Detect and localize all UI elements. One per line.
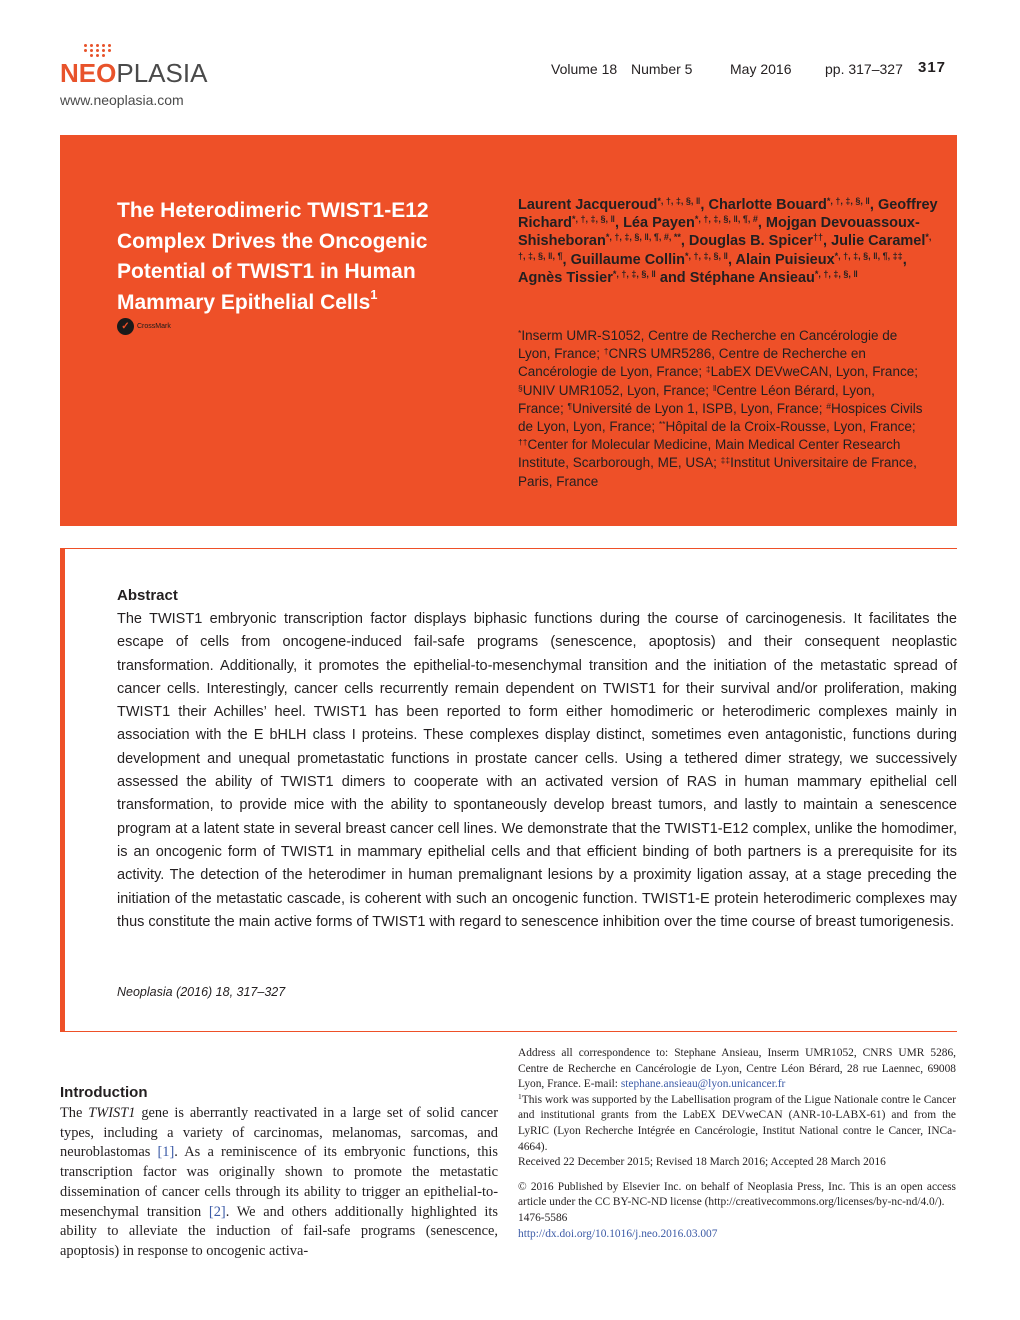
affiliation-text: Centre Léon Bérard, Lyon, France; (518, 382, 875, 416)
author-name: Julie Caramel (831, 233, 926, 250)
author-separator: , (869, 197, 878, 213)
affiliation (568, 401, 827, 416)
correspondence-email-link[interactable]: stephane.ansieau@lyon.unicancer.fr (620, 1078, 786, 1091)
article-title: The Heterodimeric TWIST1-E12 Complex Drives the Oncogenic Potential of TWIST1 in Human Mammary Epithelial Cells$^1$ (117, 199, 429, 314)
issn: 1476-5586 (518, 1211, 568, 1224)
affiliation-text: Hospices Civils de Lyon, Lyon, France; (518, 400, 923, 435)
author-name: Alain Puisieux (735, 251, 835, 268)
page-number: 317 (918, 59, 947, 76)
author-name: Charlotte Bouard (708, 197, 827, 213)
article-citation: Neoplasia (2016) 18, 317–327 (117, 985, 286, 999)
reference-link-2[interactable]: [2] (208, 1203, 226, 1220)
affiliation-mark: ‖ (712, 382, 717, 393)
logo-wordmark: NEOPLASIA (60, 58, 208, 88)
author-affiliation-marks: *, †, ‡, §, ‖ (814, 268, 858, 279)
author-name: Laurent Jacqueroud (518, 197, 658, 213)
author-name: Douglas B. Spicer (688, 233, 814, 250)
author-affiliation-marks: *, †, ‡, §, ‖, ¶, # (694, 214, 758, 225)
funding-note: $^1$This work was supported by the Labellisation program of the Ligue Nationale contre le Cancer and institutional grants from the LabEX DEVweCAN (ANR-10-LABX-61) and from the LyRIC (Lyon Recherche Intégrée en Cancérologie, Institut National contre le Cancer, INCa-4664). (518, 1091, 956, 1153)
issue-number: Number 5 (631, 61, 693, 77)
author[interactable] (518, 270, 690, 286)
affiliation-mark: ‡‡ (720, 455, 731, 466)
author-separator: , (680, 233, 689, 250)
author-affiliation-marks: *, †, ‡, §, ‖ (684, 250, 728, 261)
author-affiliation-marks: *, †, ‡, §, ‖ (572, 214, 616, 225)
doi-link[interactable]: http://dx.doi.org/10.1016/j.neo.2016.03.007 (518, 1227, 718, 1240)
author-separator: , (728, 251, 736, 268)
affiliation-text: UNIV UMR1052, Lyon, France; (522, 382, 713, 398)
author-name: Léa Payen (623, 215, 695, 232)
author-affiliation-marks: *, †, ‡, §, ‖, ¶, ‡‡ (834, 250, 903, 261)
author-list (518, 196, 938, 287)
page-range: pp. 317–327 (825, 61, 903, 77)
affiliation-mark: † (603, 346, 609, 357)
author[interactable] (736, 252, 907, 268)
author[interactable] (708, 197, 878, 213)
affiliation-text: LabEX DEVweCAN, Lyon, France; (710, 364, 918, 380)
affiliation-mark: ** (658, 419, 666, 430)
crossmark-badge[interactable] (117, 318, 171, 335)
issue-date: May 2016 (730, 61, 792, 77)
title-footnote-mark: 1 (370, 286, 378, 302)
author-affiliation-marks: *, †, ‡, §, ‖ (826, 196, 870, 206)
author-separator: , (562, 251, 571, 268)
author-name: Stéphane Ansieau (689, 269, 815, 286)
affiliation-mark: ¶ (567, 400, 573, 411)
affiliation-text: Hôpital de la Croix-Rousse, Lyon, France; (665, 419, 916, 435)
affiliation (518, 383, 713, 398)
author-affiliation-marks: *, †, ‡, §, ‖ (657, 196, 701, 206)
author[interactable] (571, 252, 736, 268)
affiliation-text: Inserm UMR-S1052, Centre de Recherche en Cancérologie de Lyon, France; (518, 328, 898, 362)
correspondence-note: Address all correspondence to: Stephane Ansieau, Inserm UMR1052, CNRS UMR 5286, Centre de Recherche en Cancérologie de Lyon, Centre Léon Bérard, 28 rue Laennec, 69008 Lyon, France. E-mail: stephane.ansieau@lyon.unicancer.fr (518, 1047, 956, 1091)
author-name: Geoffrey Richard (518, 197, 938, 232)
gene-name: TWIST1 (88, 1105, 136, 1121)
copyright-notice: © 2016 Published by Elsevier Inc. on behalf of Neoplasia Press, Inc. This is an open access article under the CC BY-NC-ND license (http://creativecommons.org/licenses/by-nc-nd/4.0/). (518, 1180, 956, 1209)
author-separator: , (700, 197, 709, 213)
introduction-heading: Introduction (60, 1084, 148, 1101)
crossmark-icon: ✓ (117, 318, 134, 335)
author-name: Mojgan Devouassoux-Shisheboran (518, 215, 920, 250)
affiliation-mark: * (518, 328, 522, 338)
volume-label: Volume 18 (551, 61, 618, 77)
author-separator: , (757, 215, 766, 232)
author-separator: , (902, 251, 907, 268)
received-dates: Received 22 December 2015; Revised 18 March 2016; Accepted 28 March 2016 (518, 1156, 886, 1169)
author[interactable] (518, 197, 708, 213)
abstract-text: The TWIST1 embryonic transcription factor displays biphasic functions during the course of carcinogenesis. It facilitates the escape of cells from oncogene-induced fail-safe programs (senescence, apoptosis) and their consequent neoplastic transformation. Additionally, it promotes the epithelial-to-mesenchymal transition and the initiation of the metastatic spread of cancer cells. Interestingly, cancer cells recurrently remain dependent on TWIST1 for their survival and/or proliferation, making TWIST1 their Achilles’ heel. TWIST1 has been reported to form either homodimeric or heterodimeric complexes mainly in association with the E bHLH class I proteins. These complexes display distinct, sometimes even antagonistic, functions during development and unequal prometastatic functions in prostate cancer cells. Using a tethered dimer strategy, we successively assessed the ability of TWIST1 dimers to cooperate with an activated version of RAS in human mammary epithelial cell transformation, to provide mice with the ability to spontaneously develop breast tumors, and lastly to maintain a senescence program at a latent state in several breast cancer cell lines. We demonstrate that the TWIST1-E12 complex, unlike the homodimer, is an oncogenic form of TWIST1 in mammary epithelial cells and that efficient binding of both partners is a prerequisite for its activity. The detection of the heterodimer in human premalignant lesions by a proximity ligation assay, at a stage preceding the initiation of the metastatic cascade, is coherent with such an oncogenic function. TWIST1-E protein heterodimeric complexes may thus constitute the main active forms of TWIST1 with regard to senescence inhibition over the time course of breast tumorigenesis. (117, 611, 957, 930)
affiliation-mark: †† (518, 437, 528, 448)
affiliation-text: Center for Molecular Medicine, Main Medical Center Research Institute, Scarborough, ME, USA; (518, 437, 901, 471)
author-affiliation-marks: *, †, ‡, §, ‖, ¶ (518, 232, 932, 261)
author-name: Guillaume Collin (570, 251, 685, 268)
introduction-text: The TWIST1 gene is aberrantly reactivated in a large set of solid cancer types, including a variety of carcinomas, melanomas, sarcomas, and neuroblastomas [1]. As a reminiscence of its embryonic functions, this transcription factor was originally shown to promote the metastatic dissemination of cancer cells through its ability to trigger an epithelial-to-mesenchymal transition [2]. We and others additionally highlighted its ability to alleviate the induction of fail-safe programs (senescence, apoptosis) in response to oncogenic activa- (60, 1105, 498, 1259)
affiliation-list (518, 327, 923, 491)
abstract-heading: Abstract (117, 587, 178, 604)
author-affiliation-marks: *, †, ‡, §, ‖ (612, 268, 656, 279)
crossmark-label: CrossMark (137, 323, 171, 330)
author[interactable] (690, 270, 858, 286)
affiliation-mark: # (826, 400, 831, 411)
affiliation (659, 419, 916, 434)
affiliation-text: CNRS UMR5286, Centre de Recherche en Cancérologie de Lyon, France; (518, 346, 866, 380)
author-separator: , (823, 233, 832, 250)
affiliation (706, 364, 918, 379)
author-affiliation-marks: *, †, ‡, §, ‖, ¶, #, ** (605, 232, 681, 243)
affiliation-text: Université de Lyon 1, ISPB, Lyon, France; (572, 400, 827, 416)
affiliation-mark: ‡ (705, 364, 711, 375)
journal-url[interactable]: www.neoplasia.com (60, 92, 184, 108)
author-name: Agnès Tissier (518, 269, 613, 286)
author[interactable] (623, 215, 766, 231)
author-affiliation-marks: †† (813, 232, 824, 243)
author-separator: and (655, 269, 690, 286)
affiliation-text: Institut Universitaire de France, Paris, France (518, 455, 917, 489)
affiliation-mark: § (518, 382, 523, 393)
author-separator: , (615, 215, 624, 232)
article-notes (518, 1046, 956, 1242)
author[interactable] (689, 233, 831, 249)
reference-link-1[interactable]: [1] (157, 1144, 175, 1161)
